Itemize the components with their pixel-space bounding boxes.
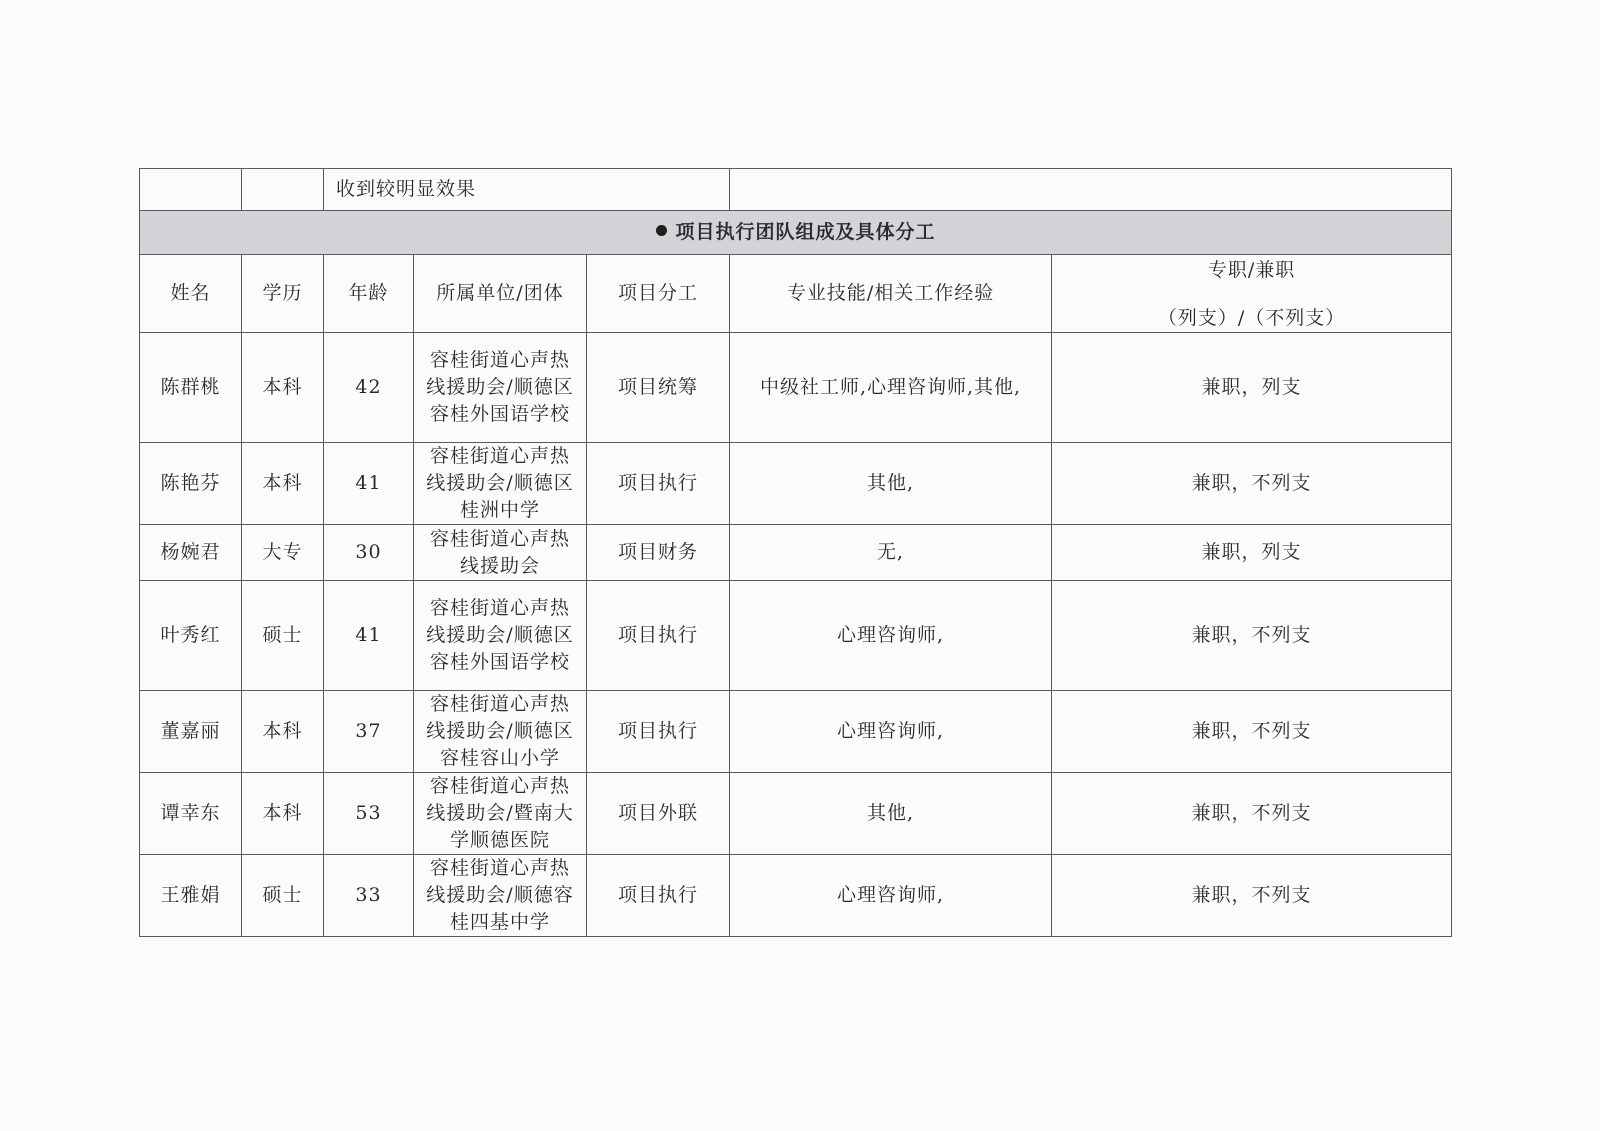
cell-employment: 兼职，不列支 xyxy=(1052,581,1452,691)
continuation-empty-cell xyxy=(730,169,1452,211)
cell-education: 硕士 xyxy=(242,855,324,937)
header-role: 项目分工 xyxy=(587,255,730,333)
cell-skills: 无, xyxy=(730,525,1052,581)
cell-name: 陈群桃 xyxy=(140,333,242,443)
table-row xyxy=(140,773,1452,855)
header-employment-line2: （列支）/（不列支） xyxy=(1157,306,1346,329)
cell-age: 41 xyxy=(324,443,414,525)
continuation-empty-cell xyxy=(242,169,324,211)
section-title: 项目执行团队组成及具体分工 xyxy=(675,221,936,243)
cell-age: 41 xyxy=(324,581,414,691)
cell-age: 53 xyxy=(324,773,414,855)
cell-name: 叶秀红 xyxy=(140,581,242,691)
cell-name: 王雅娟 xyxy=(140,855,242,937)
header-skills: 专业技能/相关工作经验 xyxy=(730,255,1052,333)
continuation-empty-cell xyxy=(140,169,242,211)
cell-employment: 兼职，不列支 xyxy=(1052,691,1452,773)
cell-skills: 中级社工师,心理咨询师,其他, xyxy=(730,333,1052,443)
cell-affiliation: 容桂街道心声热线援助会 xyxy=(414,525,587,581)
cell-age: 37 xyxy=(324,691,414,773)
bullet-icon xyxy=(656,225,667,236)
cell-education: 本科 xyxy=(242,691,324,773)
cell-affiliation: 容桂街道心声热线援助会/顺德区容桂外国语学校 xyxy=(414,581,587,691)
header-name: 姓名 xyxy=(140,255,242,333)
cell-employment: 兼职，列支 xyxy=(1052,333,1452,443)
cell-affiliation: 容桂街道心声热线援助会/顺德区桂洲中学 xyxy=(414,443,587,525)
cell-education: 本科 xyxy=(242,333,324,443)
cell-age: 30 xyxy=(324,525,414,581)
table-row xyxy=(140,581,1452,691)
team-table xyxy=(139,168,1452,937)
cell-education: 大专 xyxy=(242,525,324,581)
cell-education: 本科 xyxy=(242,773,324,855)
cell-skills: 心理咨询师, xyxy=(730,855,1052,937)
continuation-row xyxy=(140,169,1452,211)
cell-name: 陈艳芬 xyxy=(140,443,242,525)
cell-skills: 心理咨询师, xyxy=(730,691,1052,773)
cell-skills: 其他, xyxy=(730,443,1052,525)
cell-role: 项目外联 xyxy=(587,773,730,855)
header-age: 年龄 xyxy=(324,255,414,333)
header-affiliation: 所属单位/团体 xyxy=(414,255,587,333)
cell-education: 本科 xyxy=(242,443,324,525)
cell-age: 33 xyxy=(324,855,414,937)
cell-name: 董嘉丽 xyxy=(140,691,242,773)
cell-skills: 其他, xyxy=(730,773,1052,855)
table-row xyxy=(140,443,1452,525)
cell-skills: 心理咨询师, xyxy=(730,581,1052,691)
cell-employment: 兼职，不列支 xyxy=(1052,773,1452,855)
header-education: 学历 xyxy=(242,255,324,333)
cell-employment: 兼职，不列支 xyxy=(1052,443,1452,525)
cell-age: 42 xyxy=(324,333,414,443)
cell-name: 杨婉君 xyxy=(140,525,242,581)
cell-role: 项目统筹 xyxy=(587,333,730,443)
section-header xyxy=(140,211,1452,255)
cell-role: 项目执行 xyxy=(587,581,730,691)
cell-employment: 兼职，不列支 xyxy=(1052,855,1452,937)
header-employment xyxy=(1052,255,1452,333)
section-header-row xyxy=(140,211,1452,255)
cell-role: 项目财务 xyxy=(587,525,730,581)
table-row xyxy=(140,525,1452,581)
cell-education: 硕士 xyxy=(242,581,324,691)
table-row xyxy=(140,333,1452,443)
cell-affiliation: 容桂街道心声热线援助会/顺德容桂四基中学 xyxy=(414,855,587,937)
cell-affiliation: 容桂街道心声热线援助会/暨南大学顺德医院 xyxy=(414,773,587,855)
table-row xyxy=(140,855,1452,937)
column-header-row xyxy=(140,255,1452,333)
table-row xyxy=(140,691,1452,773)
cell-employment: 兼职，列支 xyxy=(1052,525,1452,581)
cell-role: 项目执行 xyxy=(587,443,730,525)
cell-name: 谭幸东 xyxy=(140,773,242,855)
continuation-text: 收到较明显效果 xyxy=(324,169,730,211)
cell-affiliation: 容桂街道心声热线援助会/顺德区容桂外国语学校 xyxy=(414,333,587,443)
cell-affiliation: 容桂街道心声热线援助会/顺德区容桂容山小学 xyxy=(414,691,587,773)
cell-role: 项目执行 xyxy=(587,855,730,937)
cell-role: 项目执行 xyxy=(587,691,730,773)
header-employment-line1: 专职/兼职 xyxy=(1207,258,1296,281)
